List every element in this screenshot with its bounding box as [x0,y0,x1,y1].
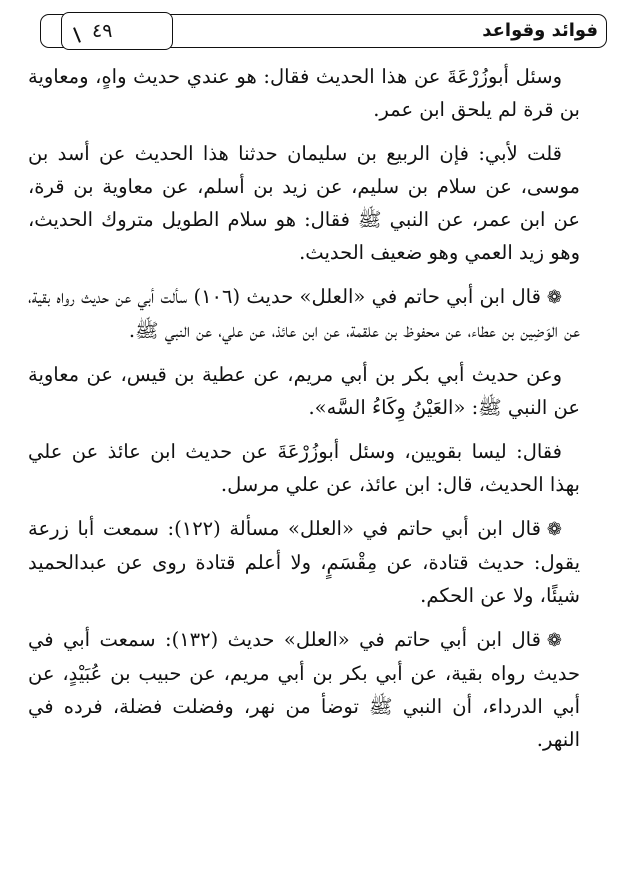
paragraph-7 [28,623,580,756]
asterisk-flower-icon: ❁ [546,519,562,540]
page-number: ٤٩ [92,20,113,42]
asterisk-flower-icon: ❁ [546,287,563,308]
paragraph-2-text: قلت لأبي: فإن الربيع بن سليمان حدثنا هذا الحديث عن أسد بن موسى، عن سلام بن سليم، عن زيد بن أسلم، عن معاوية بن قرة، عن ابن عمر، عن النبي ﷺ فقال: هو سلام الطويل متروك الحديث، وهو زيد العمي وهو ضعيف الحديث. [28,142,580,264]
paragraph-4-text: وعن حديث أبي بكر بن أبي مريم، عن عطية بن قيس، عن معاوية عن النبي ﷺ: «العَيْنُ وِكَاءُ السَّه». [28,363,580,419]
paragraph-3 [28,280,580,347]
paragraph-5 [28,435,580,501]
page-body [28,60,580,767]
paragraph-5-text: فقال: ليسا بقويين، وسئل أبوزُرْعَةَ عن حديث ابن عائذ عن علي بهذا الحديث، قال: ابن عائذ، عن علي مرسل. [28,440,580,496]
asterisk-flower-icon: ❁ [546,630,562,651]
paragraph-7-text: قال ابن أبي حاتم في «العلل» حديث (١٣٢): سمعت أبي في حديث رواه بقية، عن أبي بكر بن أبي مريم، عن حبيب بن عُبَيْدٍ، عن أبي الدرداء، أن النبي ﷺ توضأ من نهر، وفضلت فضلة، فرده في النهر. [28,628,580,751]
running-header [40,14,607,48]
paragraph-6-text: قال ابن أبي حاتم في «العلل» مسألة (١٢٢): سمعت أبا زرعة يقول: حديث قتادة، عن مِقْسَمٍ، ولا أعلم قتادة روى عن عبدالحميد شيئًا، ولا عن الحكم. [28,517,580,607]
page-box-slash-mark [73,27,81,43]
paragraph-1-text: وسئل أبوزُرْعَةَ عن هذا الحديث فقال: هو عندي حديث واهٍ، ومعاوية بن قرة لم يلحق ابن عمر. [28,65,580,121]
page-number-box [61,12,173,50]
paragraph-6 [28,512,580,612]
paragraph-4 [28,358,580,424]
paragraph-2 [28,137,580,269]
paragraph-1 [28,60,580,126]
running-header-title: فوائد وقواعد [482,20,598,41]
paragraph-3-text: قال ابن أبي حاتم في «العلل» حديث (١٠٦) سألت أبي عن حديث رواه بقية، عن الوَضِين بن عطاء، عن محفوظ بن علقمة، عن ابن عائذ، عن علي، عن النبي ﷺ. [28,285,580,342]
